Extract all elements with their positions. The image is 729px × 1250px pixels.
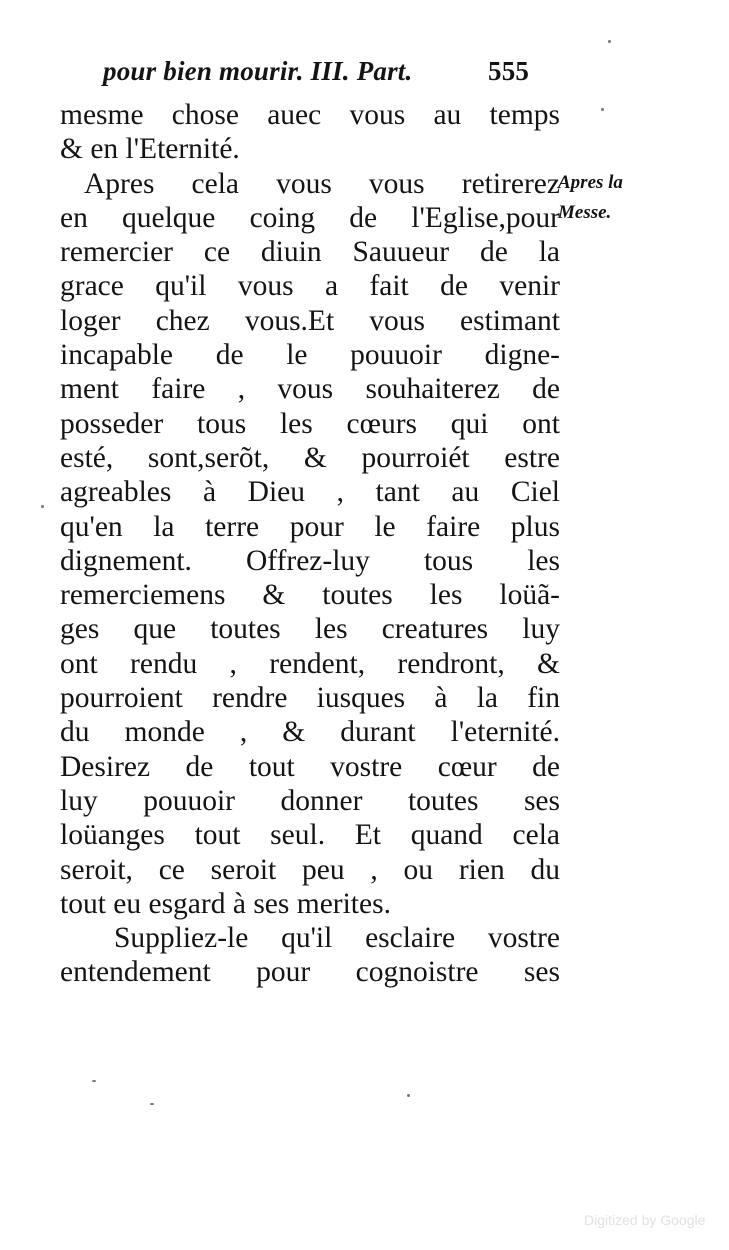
page-number: 555 <box>488 56 530 86</box>
text-line: pourroient rendre iusques à la fin <box>60 682 560 715</box>
text-line: Suppliez-le qu'il esclaire vostre <box>114 922 560 955</box>
text-line: du monde , & durant l'eternité. <box>60 716 560 749</box>
text-line: loger chez vous.Et vous estimant <box>60 304 560 337</box>
text-line: agreables à Dieu , tant au Ciel <box>60 476 560 509</box>
running-head <box>103 56 573 96</box>
margin-note-line-2: Messe. <box>558 202 612 223</box>
text-line: Apres cela vous vous retirerez <box>84 167 560 200</box>
text-line: seroit, ce seroit peu , ou rien du <box>60 853 560 886</box>
text-line: qu'en la terre pour le faire plus <box>60 510 560 543</box>
text-line: esté, sont,serõt, & pourroiét estre <box>60 441 560 474</box>
watermark: Digitized by Google <box>584 1212 706 1228</box>
text-line: remercier ce diuin Sauueur de la <box>60 236 560 269</box>
text-line: mesme chose auec vous au temps <box>60 99 560 131</box>
text-line: entendement pour cognoistre ses <box>60 956 560 989</box>
text-line: luy pouuoir donner toutes ses <box>60 784 560 817</box>
text-line: posseder tous les cœurs qui ont <box>60 407 560 440</box>
running-head-title: pour bien mourir. III. Part. <box>103 56 413 86</box>
text-line: grace qu'il vous a fait de venir <box>60 270 560 303</box>
text-line: ment faire , vous souhaiterez de <box>60 373 560 406</box>
text-line: loüanges tout seul. Et quand cela <box>60 819 560 852</box>
text-line: remerciemens & toutes les loüã- <box>60 579 560 612</box>
text-line: dignement. Offrez-luy tous les <box>60 544 560 577</box>
text-line: & en l'Eternité. <box>60 133 240 166</box>
margin-note <box>558 168 728 228</box>
text-line: en quelque coing de l'Eglise,pour <box>60 201 560 234</box>
text-line: Desirez de tout vostre cœur de <box>60 750 560 783</box>
text-line: ges que toutes les creatures luy <box>60 613 560 646</box>
margin-note-line-1: Apres la <box>558 172 623 193</box>
text-line: incapable de le pouuoir digne- <box>60 339 560 372</box>
body-text <box>60 98 560 990</box>
text-line: tout eu esgard à ses merites. <box>60 887 391 920</box>
text-line: ont rendu , rendent, rendront, & <box>60 647 560 680</box>
